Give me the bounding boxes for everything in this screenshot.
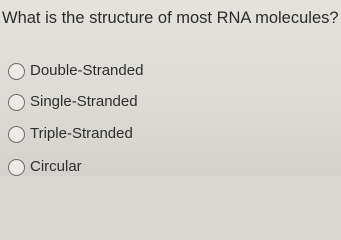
answer-option-label: Single-Stranded: [30, 93, 138, 110]
answer-option-label: Double-Stranded: [30, 62, 144, 79]
radio-button-icon[interactable]: [8, 159, 25, 176]
answer-option-single-stranded[interactable]: [8, 91, 138, 113]
answer-option-label: Triple-Stranded: [30, 125, 133, 142]
radio-button-icon[interactable]: [8, 126, 25, 143]
answer-option-double-stranded[interactable]: [8, 60, 143, 82]
question-text: What is the structure of most RNA molecules?: [2, 9, 339, 27]
radio-button-icon[interactable]: [8, 63, 25, 80]
answer-option-triple-stranded[interactable]: [8, 123, 133, 145]
answer-option-label: Circular: [30, 158, 82, 175]
answer-option-circular[interactable]: [8, 156, 82, 178]
radio-button-icon[interactable]: [8, 94, 25, 111]
